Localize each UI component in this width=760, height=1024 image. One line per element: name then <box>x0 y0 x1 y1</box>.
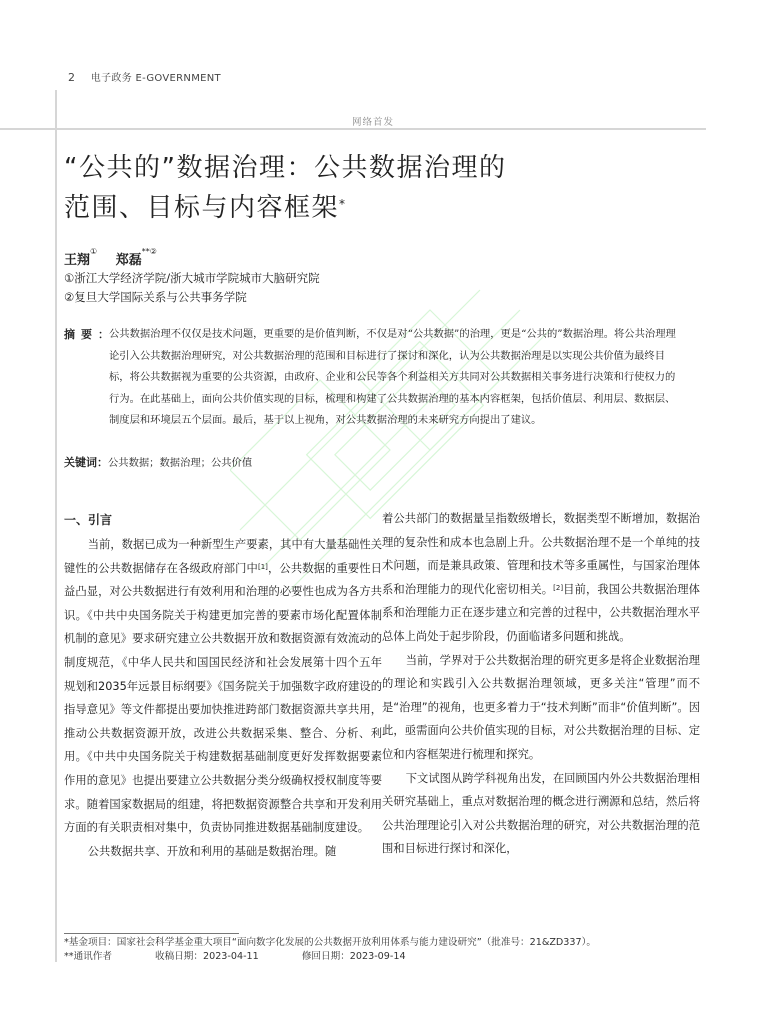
received-date: 2023-04-11 <box>203 950 259 962</box>
paragraph-text: 目前，我国公共数据治理体系和治理能力正在逐步建立和完善的过程中，公共数据治理水平总体上尚处于起步阶段，仍面临诸多问题和挑战。 <box>382 582 700 643</box>
footnotes <box>64 936 596 963</box>
online-first-label: 网络首发 <box>352 117 395 128</box>
author-affil-marker: ① <box>90 247 98 256</box>
margin-rule-vertical <box>55 90 57 962</box>
footnote-dates <box>64 950 596 964</box>
title-line-1: “公共的”数据治理：公共数据治理的 <box>64 153 507 183</box>
citation-ref[interactable]: [1] <box>257 562 268 571</box>
footnote-corresponding: **通讯作者 <box>64 950 112 962</box>
paragraph-text: 着公共部门的数据量呈指数级增长，数据类型不断增加，数据治理的复杂性和成本也急剧上升。公共数据治理不是一个单纯的技术问题，而是兼具政策、管理和技术等多重属性，与国家治理体系和治理能力的现代化密切相关。 <box>382 512 700 596</box>
title-footnote-marker: * <box>339 197 347 211</box>
revised-label: 修回日期： <box>301 950 350 962</box>
keywords-text: 公共数据；数据治理；公共价值 <box>108 457 253 469</box>
body-paragraph: 当前，学界对于公共数据治理的研究更多是将企业数据治理的理论和实践引入公共数据治理领域，更多关注“管理”而不是“治理”的视角，也更多着力于“技术判断”而非“价值判断”。因此，亟需面向公共价值实现的目标，对公共数据治理的目标、定位和内容框架进行梳理和探究。 <box>382 653 700 761</box>
footnote-fund: *基金项目：国家社会科学基金重大项目“面向数字化发展的公共数据开放利用体系与能力建设研究”（批准号：21&ZD337）。 <box>64 937 596 948</box>
body-paragraph <box>64 533 382 840</box>
article-title <box>64 148 506 228</box>
author-affil-marker: **② <box>141 247 157 256</box>
received-label: 收稿日期： <box>155 950 203 962</box>
body-column-left <box>64 508 382 863</box>
header-rule-horizontal <box>0 128 706 130</box>
keywords-block <box>64 454 252 470</box>
abstract-label: 摘要： <box>64 328 115 341</box>
section-heading: 一、引言 <box>64 513 113 527</box>
paragraph-text: ，公共数据的重要性日益凸显，对公共数据进行有效利用和治理的必要性也成为各方共识。《中共中央国务院关于构建更加完善的要素市场化配置体制机制的意见》要求研究建立公共数据开放和数据资源有效流动的制度规范，《中华人民共和国国民经济和社会发展第十四个五年规划和2035年远景目标纲要》《国务院关于加强数字政府建设的指导意见》等文件都提出要加快推进跨部门数据资源共享共用，推动公共数据资源开放，改进公共数据采集、整合、分析、利用。《中共中央国务院关于构建数据基础制度更好发挥数据要素作用的意见》也提出要建立公共数据分类分级确权授权制度等要求。随着国家数据局的组建，将把数据资源整合共享和开发利用方面的有关职责相对集中，负责协同推进数据基础制度建设。 <box>64 561 382 835</box>
body-paragraph: 下文试图从跨学科视角出发，在回顾国内外公共数据治理相关研究基础上，重点对数据治理的概念进行溯源和总结，然后将公共治理理论引入对公共数据治理的研究，对公共数据治理的范围和目标进行探讨和深化， <box>382 771 700 856</box>
keywords-label: 关键词： <box>64 456 108 469</box>
title-line-2: 范围、目标与内容框架 <box>64 193 340 223</box>
affiliation: ①浙江大学经济学院/浙大城市学院城市大脑研究院 <box>64 271 320 285</box>
author-name: 王翔 <box>64 253 91 268</box>
page-number: 2 <box>68 71 76 84</box>
running-head <box>68 69 221 84</box>
body-paragraph <box>382 507 700 649</box>
paragraph-text: 当前，数据已成为一种新型生产要素，其中有大量基础性关键性的公共数据储存在各级政府部门中 <box>64 538 382 575</box>
revised-date: 2023-09-14 <box>349 950 406 962</box>
journal-name: 电子政务 E-GOVERNMENT <box>90 73 221 84</box>
author-name: 郑磊 <box>115 253 142 268</box>
abstract-text: 公共数据治理不仅仅是技术问题，更重要的是价值判断，不仅是对“公共数据”的治理，更是“公共的”数据治理。将公共治理理论引入公共数据治理研究，对公共数据治理的范围和目标进行了探讨和深化，认为公共数据治理是以实现公共价值为最终目标，将公共数据视为重要的公共资源，由政府、企业和公民等各个利益相关方共同对公共数据相关事务进行决策和行使权力的行为。在此基础上，面向公共价值实现的目标，梳理和构建了公共数据治理的基本内容框架，包括价值层、利用层、数据层、制度层和环境层五个层面。最后，基于以上视角，对公共数据治理的未来研究方向提出了建议。 <box>109 328 676 427</box>
affiliation: ②复旦大学国际关系与公共事务学院 <box>64 290 247 304</box>
citation-ref[interactable]: [2] <box>553 583 564 592</box>
body-column-right <box>382 507 700 861</box>
body-paragraph: 公共数据共享、开放和利用的基础是数据治理。随 <box>87 844 337 858</box>
abstract-block <box>64 324 682 432</box>
author-list <box>64 249 157 268</box>
footnote-rule <box>64 933 239 934</box>
